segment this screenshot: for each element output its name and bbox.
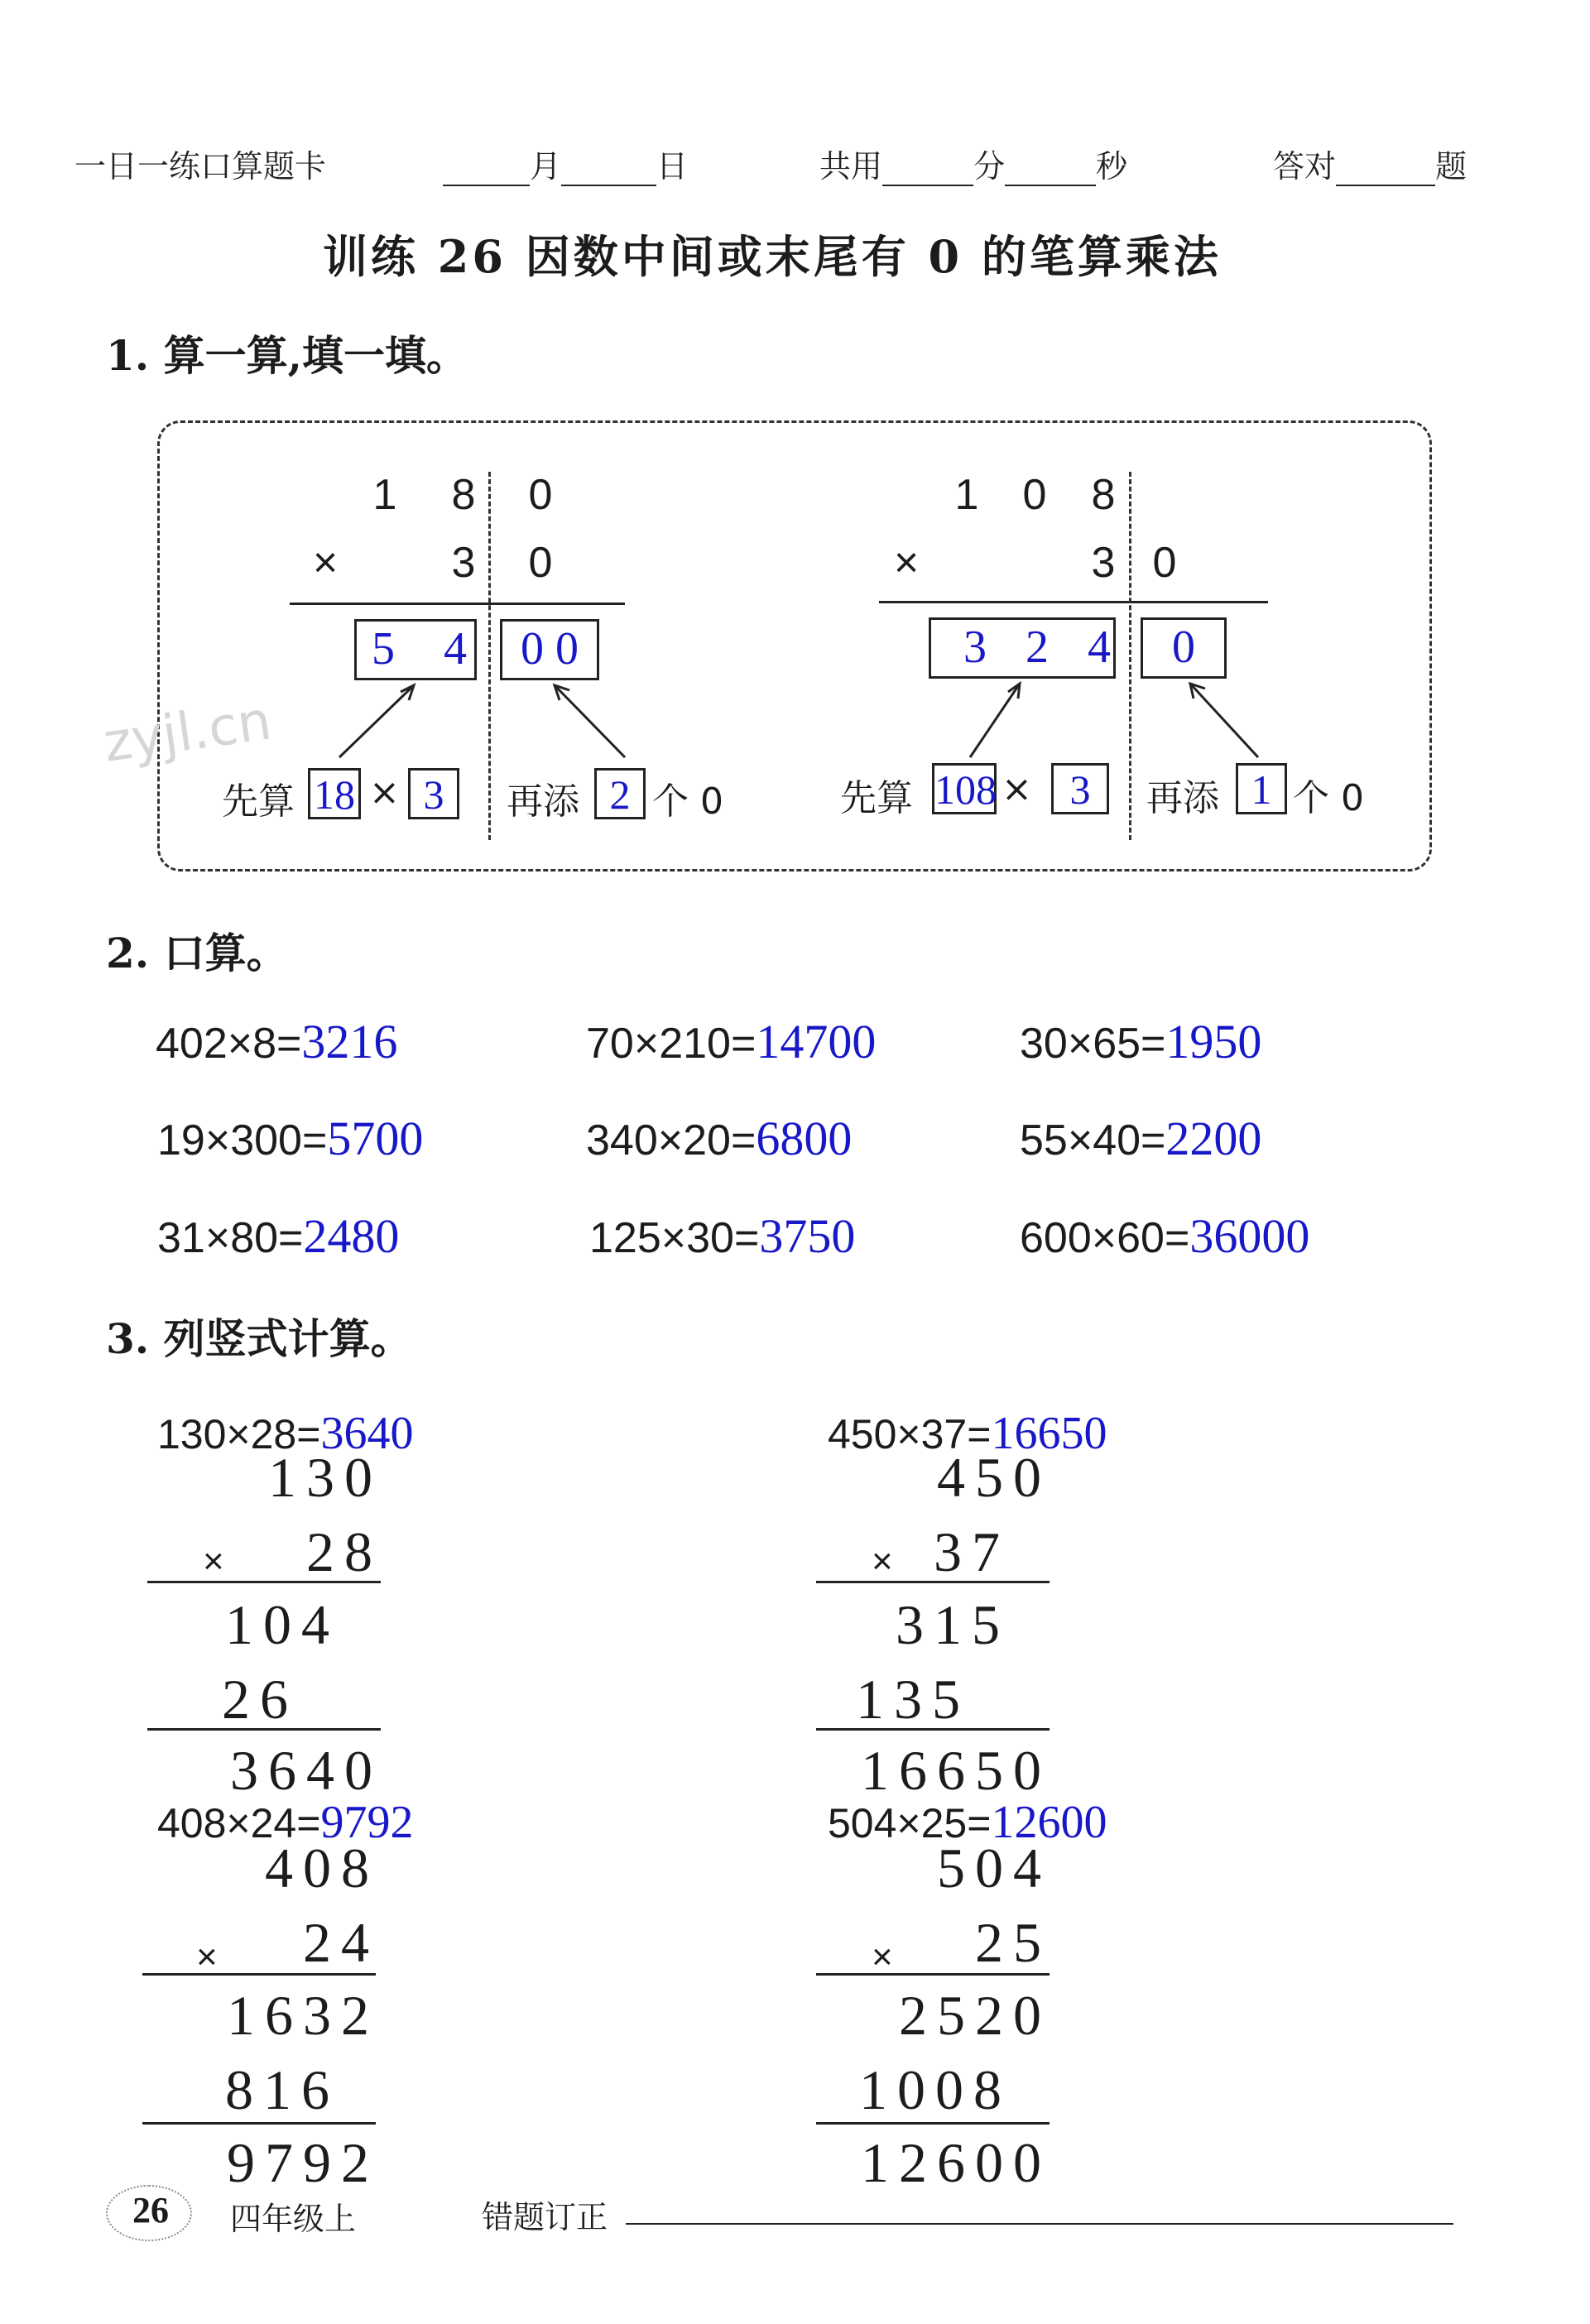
multiplier: 28: [306, 1520, 382, 1583]
partial-product: 104: [225, 1593, 339, 1656]
problem-expression: 450×37=16650: [828, 1408, 1107, 1459]
right-result-digit: 3: [963, 622, 987, 673]
right-first-calc-label: 先算: [840, 777, 913, 819]
right-top-digit: 1: [954, 471, 979, 519]
oral-item: 125×30=3750: [589, 1209, 856, 1263]
right-times-sign: ×: [893, 539, 920, 587]
section-3-heading: 3. 列竖式计算。: [106, 1314, 412, 1363]
watermark: zyjl.cn: [99, 690, 276, 775]
times-sign: ×: [872, 1541, 893, 1582]
oral-answer: 5700: [327, 1112, 424, 1165]
left-result-digit: 4: [444, 623, 467, 675]
time-prefix: 共用: [819, 148, 883, 185]
right-box-a: 108: [932, 763, 997, 814]
brand-label: 一日一练口算题卡: [74, 148, 327, 185]
oral-item: 31×80=2480: [157, 1209, 400, 1263]
left-box-c: 2: [594, 768, 646, 819]
left-then-label: 再添: [507, 780, 579, 823]
oral-item: 340×20=6800: [586, 1112, 853, 1165]
left-box-b: 3: [408, 768, 459, 819]
left-bottom-digit: 0: [528, 539, 553, 587]
problem-answer: 12600: [991, 1797, 1107, 1848]
correction-line[interactable]: [626, 2223, 1453, 2225]
page-number: 26: [132, 2190, 169, 2230]
times-sign: ×: [196, 1937, 218, 1977]
left-box-a: 18: [308, 768, 361, 819]
oral-answer: 2480: [303, 1209, 400, 1263]
multiplier: 24: [303, 1911, 379, 1974]
result: 16650: [861, 1739, 1051, 1802]
partial-product: 315: [896, 1593, 1010, 1656]
multiplicand: 130: [268, 1446, 382, 1509]
right-arrow-1: [970, 684, 1020, 757]
partial-product: 135: [856, 1668, 970, 1731]
day-label: 日: [656, 148, 689, 185]
right-bottom-digit: 3: [1091, 539, 1116, 587]
second-label: 秒: [1096, 148, 1128, 185]
correction-label: 错题订正: [482, 2199, 608, 2235]
oral-item: 70×210=14700: [586, 1015, 877, 1068]
left-top-digit: 0: [528, 471, 553, 519]
minute-label: 分: [973, 148, 1006, 185]
sum-line: [816, 2122, 1050, 2125]
problem-expression: 130×28=3640: [157, 1408, 414, 1459]
left-top-digit: 1: [372, 471, 397, 519]
grade-label: 四年级上: [230, 2201, 357, 2237]
oral-item: 30×65=1950: [1020, 1015, 1262, 1068]
month-label: 月: [530, 148, 562, 185]
right-top-digit: 0: [1022, 471, 1047, 519]
right-box-c: 1: [1236, 763, 1287, 814]
score-suffix: 题: [1435, 148, 1468, 185]
oral-item: 19×300=5700: [157, 1112, 424, 1165]
multiplier: 25: [975, 1911, 1051, 1974]
problem-answer: 3640: [320, 1408, 414, 1459]
right-arrow-2: [1190, 684, 1258, 757]
left-top-digit: 8: [451, 471, 476, 519]
left-bottom-digit: 3: [451, 539, 476, 587]
times-sign: ×: [872, 1937, 893, 1977]
oral-answer: 14700: [756, 1015, 877, 1068]
right-zero-value: 0: [1172, 622, 1195, 673]
right-result-digit: 2: [1026, 622, 1049, 673]
right-result-digit: 4: [1088, 622, 1111, 673]
score-prefix: 答对: [1273, 148, 1337, 185]
right-box-b: 3: [1051, 763, 1109, 814]
product-line: [142, 1973, 376, 1976]
oral-item: 600×60=36000: [1020, 1209, 1310, 1263]
partial-product: 1632: [227, 1984, 379, 2047]
right-then-label: 再添: [1146, 777, 1219, 819]
problem-answer: 9792: [320, 1797, 414, 1848]
left-result-digit: 5: [372, 623, 395, 675]
section-1-heading: 1. 算一算,填一填。: [106, 331, 468, 380]
multiplicand: 408: [265, 1837, 379, 1899]
oral-answer: 3216: [301, 1015, 398, 1068]
left-times-label: ×: [369, 771, 400, 814]
partial-product: 1008: [859, 2058, 1011, 2121]
right-top-digit: 8: [1091, 471, 1116, 519]
result: 3640: [230, 1739, 382, 1802]
partial-product: 2520: [899, 1984, 1051, 2047]
oral-answer: 2200: [1165, 1112, 1262, 1165]
partial-product: 26: [222, 1668, 298, 1731]
oral-item: 402×8=3216: [156, 1015, 398, 1068]
result: 9792: [227, 2131, 379, 2194]
product-line: [816, 1973, 1050, 1976]
product-line: [147, 1581, 381, 1583]
multiplier: 37: [934, 1520, 1010, 1583]
left-zero-value: 0 0: [521, 623, 579, 675]
oral-answer: 3750: [759, 1209, 856, 1263]
sum-line: [816, 1728, 1050, 1731]
oral-answer: 36000: [1189, 1209, 1310, 1263]
problem-expression: 408×24=9792: [157, 1797, 414, 1848]
left-times-sign: ×: [312, 539, 339, 587]
right-bottom-digit: 0: [1152, 539, 1177, 587]
left-first-calc-label: 先算: [222, 780, 295, 823]
problem-expression: 504×25=12600: [828, 1797, 1107, 1848]
multiplicand: 450: [937, 1446, 1051, 1509]
partial-product: 816: [225, 2058, 339, 2121]
result: 12600: [861, 2131, 1051, 2194]
right-suffix-label: 个 0: [1293, 777, 1364, 819]
times-sign: ×: [203, 1541, 224, 1582]
sum-line: [147, 1728, 381, 1731]
oral-answer: 6800: [756, 1112, 853, 1165]
page-title: 训练 26 因数中间或末尾有 0 的笔算乘法: [323, 230, 1222, 283]
sum-line: [142, 2122, 376, 2125]
product-line: [816, 1581, 1050, 1583]
problem-answer: 16650: [991, 1408, 1107, 1459]
oral-item: 55×40=2200: [1020, 1112, 1262, 1165]
section-2-heading: 2. 口算。: [106, 929, 288, 977]
right-times-label: ×: [1002, 768, 1032, 810]
multiplicand: 504: [937, 1837, 1051, 1899]
oral-answer: 1950: [1165, 1015, 1262, 1068]
left-suffix-label: 个 0: [652, 780, 723, 823]
